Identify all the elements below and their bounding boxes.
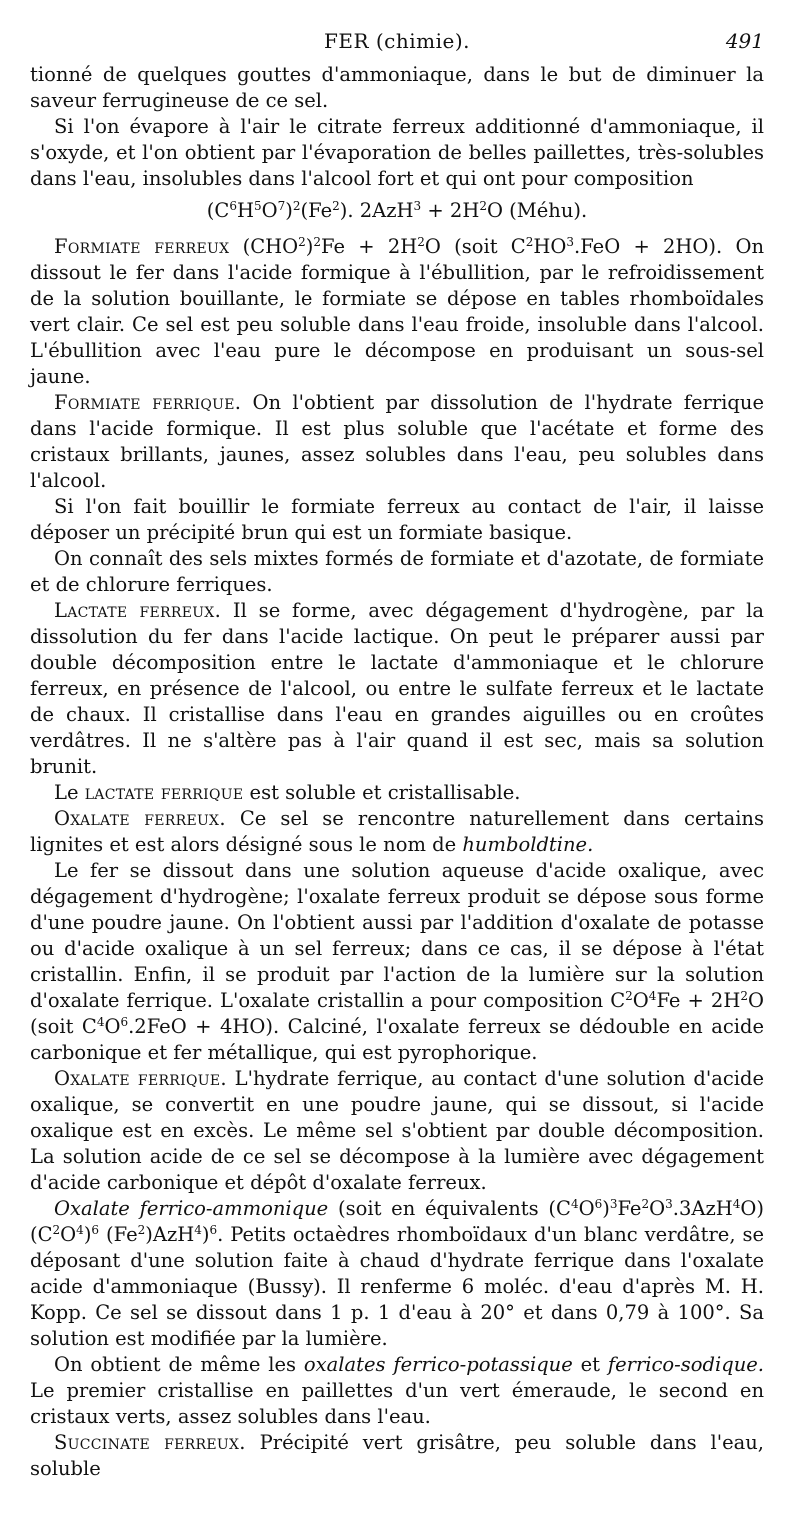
text-run: Précipité vert grisâtre, peu soluble dans l'eau, soluble [30, 1431, 764, 1480]
superscript: 6 [209, 1223, 218, 1237]
text-run: .3AzH [672, 1197, 733, 1220]
text-run: O [649, 1197, 666, 1220]
text-run: (soit en équivalents (C [328, 1197, 571, 1220]
text-run: O (soit C [424, 235, 526, 258]
superscript: 6 [91, 1223, 100, 1237]
superscript: 2 [52, 1223, 61, 1237]
paragraph [30, 546, 764, 598]
paragraph [30, 858, 764, 1066]
superscript: 4 [732, 1197, 741, 1211]
text-run: (C [206, 199, 230, 222]
text-run: )AzH [145, 1223, 195, 1246]
text-run: H [236, 199, 254, 222]
superscript: 3 [413, 199, 422, 213]
paragraph [30, 1352, 764, 1430]
superscript: 3 [566, 235, 575, 249]
superscript: 2 [625, 989, 633, 1003]
text-run: Fe [617, 1197, 642, 1220]
text-run: O [578, 1197, 595, 1220]
text-run: (CHO [229, 235, 299, 258]
text-run: (Fe [300, 199, 333, 222]
paragraph [30, 1430, 764, 1482]
italic-term: humboldtine. [462, 833, 594, 856]
text-run: .FeO + 2HO). On dissout le fer dans l'acide formique à l'ébullition, par le refroidissement de la solution bouillante, le formiate se dépose en tables rhomboïdales vert clair. Ce sel est peu soluble dans l'eau froide, insoluble dans l'alcool. L'ébullition avec l'eau pure le décompose en produisant un sous-sel jaune. [30, 235, 765, 388]
section-heading: Formiate ferreux [54, 235, 230, 258]
superscript: 4 [194, 1223, 202, 1237]
paragraph [30, 806, 764, 858]
superscript: 2 [641, 1197, 650, 1211]
text-run: Le [54, 781, 85, 804]
text-run: O [632, 989, 649, 1012]
italic-term: Oxalate ferrico-ammonique [54, 1197, 329, 1220]
text-run: Fe + 2H [321, 235, 418, 258]
text-run: et [572, 1353, 608, 1376]
superscript: 6 [229, 199, 237, 213]
italic-term: oxalates ferrico-potassique [303, 1353, 573, 1376]
text-run: est soluble et cristallisable. [243, 781, 521, 804]
superscript: 2 [137, 1223, 146, 1237]
paragraph [30, 234, 764, 390]
text-run: O (Méhu). [486, 199, 588, 222]
paragraph [30, 780, 764, 806]
superscript: 4 [96, 1015, 105, 1029]
section-heading: Formiate ferrique. [54, 391, 242, 414]
text-run: On obtient de même les [54, 1353, 304, 1376]
text-run: Si l'on évapore à l'air le citrate ferreux additionné d'ammoniaque, il s'oxyde, et l'on obtient par l'évaporation de belles paillettes, très-solubles dans l'eau, insolubles dans l'alcool fort et qui ont pour composition [30, 115, 764, 190]
text-run: O) (C [30, 1197, 764, 1246]
running-title: FER (chimie). [323, 29, 471, 53]
text-run: Ce sel se rencontre naturellement dans certains lignites et est alors désigné sous le nom de [30, 807, 764, 856]
chemical-formula [30, 198, 764, 224]
text-run: O [60, 1223, 77, 1246]
text-run: ) [602, 1197, 610, 1220]
section-heading: Succinate ferreux. [54, 1431, 246, 1454]
text-run: . Petits octaèdres rhomboïdaux d'un blanc verdâtre, se déposant d'une solution faite à chaud d'hydrate ferrique dans l'oxalate acide d'ammoniaque (Bussy). Il renferme 6 moléc. d'eau d'après M. H. Kopp. Ce sel se dissout dans 1 p. 1 d'eau à 20° et dans 0,79 à 100°. Sa solution est modifiée par la lumière. [30, 1223, 764, 1350]
text-run: ) [305, 235, 314, 258]
text-run: Le premier cristallise en paillettes d'un vert émeraude, le second en cristaux verts, assez solubles dans l'eau. [30, 1379, 764, 1428]
section-heading: Oxalate ferrique. [54, 1067, 227, 1090]
superscript: 6 [120, 1015, 129, 1029]
superscript: 4 [648, 989, 657, 1003]
page-number: 491 [725, 29, 764, 53]
paragraph [30, 62, 764, 114]
text-run: Le fer se dissout dans une solution aqueuse d'acide oxalique, avec dégagement d'hydrogène; l'oxalate ferreux produit se dépose sous forme d'une poudre jaune. On l'obtient aussi par l'addition d'oxalate de potasse ou d'acide oxalique à un sel ferreux; dans ce cas, il se dépose à l'état cristallin. Enfin, il se produit par l'action de la lumière sur la solution d'oxalate ferrique. L'oxalate cristallin a pour composition C [30, 859, 764, 1012]
text-run: + 2H [421, 199, 480, 222]
section-heading: Lactate ferreux. [54, 599, 222, 622]
superscript: 4 [570, 1197, 579, 1211]
italic-term: ferrico-sodique. [607, 1353, 764, 1376]
superscript: 6 [594, 1197, 603, 1211]
paragraph [30, 1066, 764, 1196]
superscript: 2 [298, 235, 306, 249]
body-text [30, 62, 764, 1482]
superscript: 3 [665, 1197, 673, 1211]
text-run: ) [83, 1223, 92, 1246]
superscript: 2 [479, 199, 487, 213]
text-run: .2FeO + 4HO). Calciné, l'oxalate ferreux se dédouble en acide carbonique et fer métallique, qui est pyrophorique. [30, 1015, 765, 1064]
text-run: (Fe [99, 1223, 138, 1246]
text-run: Si l'on fait bouillir le formiate ferreux au contact de l'air, il laisse déposer un précipité brun qui est un formiate basique. [30, 495, 764, 544]
section-heading: lactate ferrique [84, 781, 244, 804]
text-run: ). 2AzH [339, 199, 414, 222]
text-run: L'hydrate ferrique, au contact d'une solution d'acide oxalique, se convertit en une poudre jaune, qui se dissout, si l'acide oxalique est en excès. Le même sel s'obtient par double décomposition. La solution acide de ce sel se décompose à la lumière avec dégagement d'acide carbonique et dépôt d'oxalate ferreux. [30, 1067, 764, 1194]
text-run: On l'obtient par dissolution de l'hydrate ferrique dans l'acide formique. Il est plus soluble que l'acétate et forme des cristaux brillants, jaunes, assez solubles dans l'eau, peu solubles dans l'alcool. [30, 391, 765, 492]
text-run: O [104, 1015, 121, 1038]
text-run: On connaît des sels mixtes formés de formiate et d'azotate, de formiate et de chlorure ferriques. [30, 547, 764, 596]
text-run: HO [533, 235, 567, 258]
superscript: 2 [292, 199, 301, 213]
superscript: 3 [609, 1197, 618, 1211]
section-heading: Oxalate ferreux. [54, 807, 226, 830]
paragraph [30, 598, 764, 780]
superscript: 2 [417, 235, 425, 249]
text-run: O [261, 199, 278, 222]
text-run: O (soit C [30, 989, 764, 1038]
text-run: Fe + 2H [656, 989, 741, 1012]
text-run: ) [201, 1223, 210, 1246]
text-run: Il se forme, avec dégagement d'hydrogène, par la dissolution du fer dans l'acide lactique. On peut le préparer aussi par double décomposition entre le lactate d'ammoniaque et le chlorure ferreux, en présence de l'alcool, ou entre le sulfate ferreux et le lactate de chaux. Il cristallise dans l'eau en grandes aiguilles ou en croûtes verdâtres. Il ne s'altère pas à l'air quand il est sec, mais sa solution brunit. [30, 599, 764, 778]
paragraph [30, 390, 764, 494]
superscript: 2 [740, 989, 748, 1003]
text-run: tionné de quelques gouttes d'ammoniaque, dans le but de diminuer la saveur ferrugineuse de ce sel. [30, 63, 764, 112]
paragraph [30, 114, 764, 192]
superscript: 2 [313, 235, 322, 249]
superscript: 2 [525, 235, 534, 249]
paragraph [30, 494, 764, 546]
page-header [30, 28, 764, 56]
superscript: 4 [76, 1223, 84, 1237]
paragraph [30, 1196, 764, 1352]
superscript: 5 [253, 199, 262, 213]
superscript: 2 [332, 199, 340, 213]
text-run: ) [285, 199, 293, 222]
superscript: 7 [277, 199, 286, 213]
